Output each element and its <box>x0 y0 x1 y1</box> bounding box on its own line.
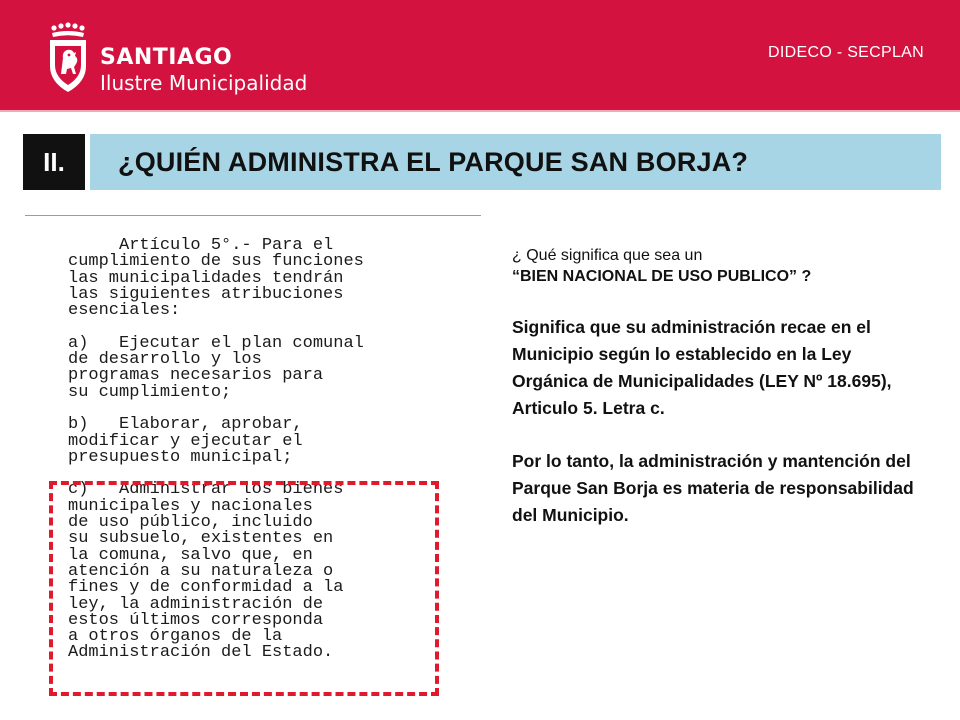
document-line: las municipalidades tendrán <box>68 268 344 288</box>
answer-paragraph: Significa que su administración recae en el Municipio según lo establecido en la Ley Orgánica de Municipalidades (LEY Nº 18.695), Articulo 5. Letra c. <box>512 317 892 418</box>
document-line: c) Administrar los bienes <box>68 480 344 500</box>
document-line: las siguientes atribuciones <box>68 284 344 304</box>
document-line: Administración del Estado. <box>68 643 334 663</box>
header-bar <box>0 0 960 110</box>
document-line: de desarrollo y los <box>68 350 262 370</box>
document-line: a otros órganos de la <box>68 627 283 647</box>
explanation-panel <box>512 246 932 529</box>
department-label: DIDECO - SECPLAN <box>768 44 924 61</box>
document-line: ley, la administración de <box>68 594 324 614</box>
brand-title: SANTIAGO <box>100 45 233 70</box>
document-line: fines y de conformidad a la <box>68 578 344 598</box>
brand-subtitle: Ilustre Municipalidad <box>100 71 308 95</box>
document-line: a) Ejecutar el plan comunal <box>68 333 364 353</box>
document-line: estos últimos corresponda <box>68 610 324 630</box>
document-line: b) Elaborar, aprobar, <box>68 415 303 435</box>
santiago-crest-icon <box>46 22 90 94</box>
document-line: su subsuelo, existentes en <box>68 529 334 549</box>
document-line: esenciales: <box>68 301 181 321</box>
document-line: modificar y ejecutar el <box>68 431 303 451</box>
document-top-rule <box>25 215 481 216</box>
header-divider <box>0 110 960 112</box>
document-line: atención a su naturaleza o <box>68 561 334 581</box>
document-line: municipales y nacionales <box>68 496 313 516</box>
document-line: presupuesto municipal; <box>68 447 293 467</box>
section-number: II. <box>23 134 85 190</box>
document-line: su cumplimiento; <box>68 382 232 402</box>
document-line: la comuna, salvo que, en <box>68 545 313 565</box>
question-term: “BIEN NACIONAL DE USO PUBLICO” ? <box>512 268 812 285</box>
document-line: de uso público, incluido <box>68 513 313 533</box>
question-line: ¿ Qué significa que sea un <box>512 247 703 264</box>
section-title-bar <box>90 134 941 190</box>
section-title: ¿QUIÉN ADMINISTRA EL PARQUE SAN BORJA? <box>118 146 749 177</box>
document-line: programas necesarios para <box>68 366 324 386</box>
highlight-box <box>49 481 439 696</box>
conclusion-paragraph: Por lo tanto, la administración y mantención del Parque San Borja es materia de responsabilidad del Municipio. <box>512 451 914 525</box>
document-line: Artículo 5°.- Para el <box>119 236 334 255</box>
document-line: cumplimiento de sus funciones <box>68 252 364 272</box>
